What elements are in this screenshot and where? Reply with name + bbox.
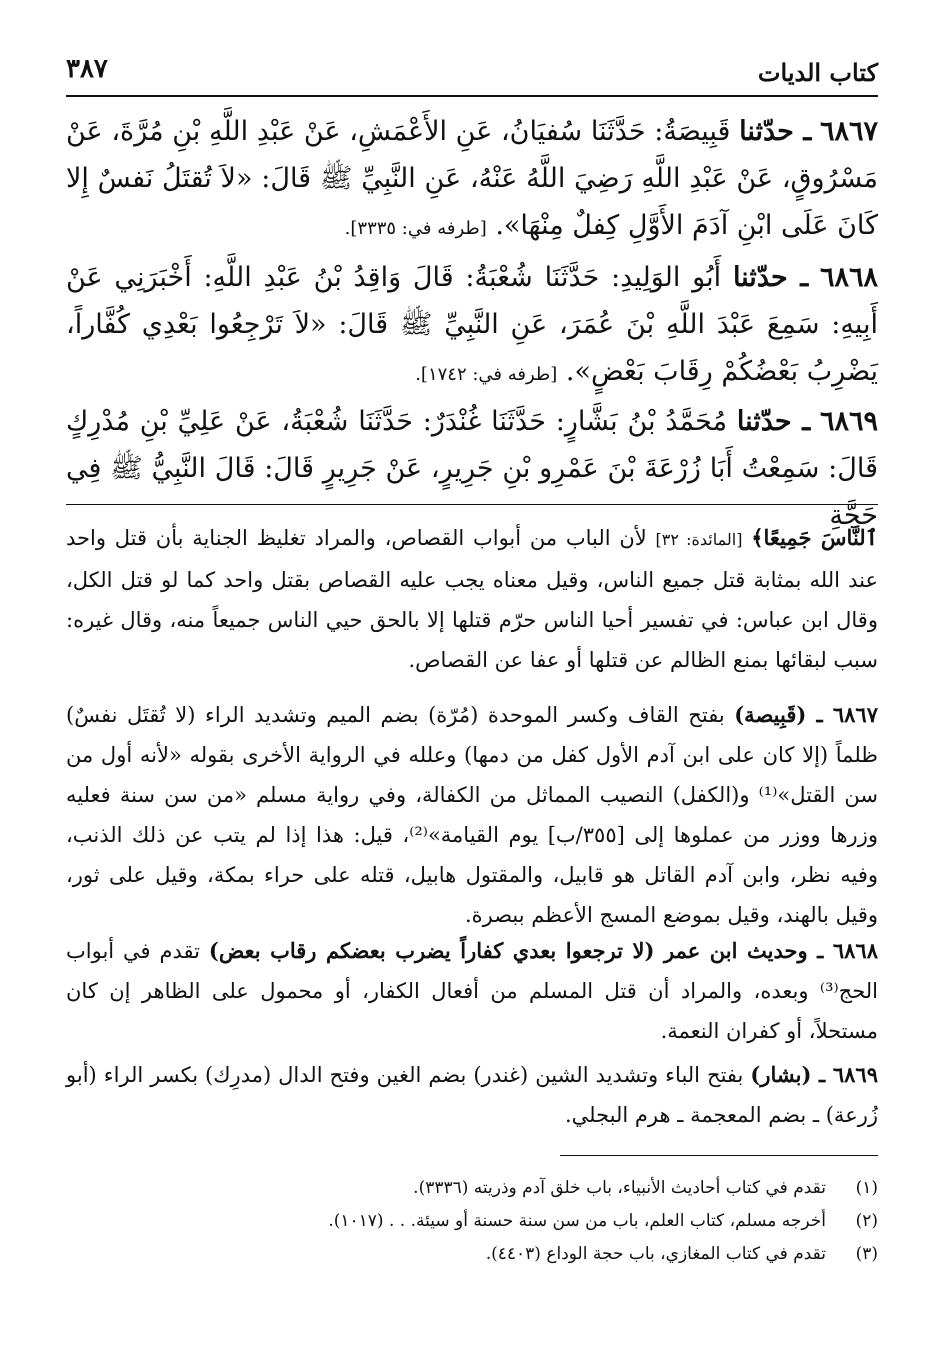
hadith-ref: [طرفه في: ٣٣٣٥].: [344, 218, 487, 239]
commentary-6867: [66, 695, 878, 935]
commentary-text: تقدم في أبواب الحج⁽³⁾ وبعده، والمراد أن قتل المسلم من أفعال الكفار، أو محمول على الظاهر إن كان مستحلاً، أو كفران النعمة.: [66, 939, 878, 1043]
footnote-text: أخرجه مسلم، كتاب العلم، باب من سن سنة حسنة أو سيئة. . . (١٠١٧).: [328, 1211, 826, 1231]
book-title: كتاب الديات: [757, 58, 878, 87]
text-commentary-divider: [66, 504, 878, 505]
page-number: ٣٨٧: [66, 54, 108, 84]
hadith-6869: ٦٨٦٩ ـ حدّثنا مُحَمَّدُ بْنُ بَشَّارٍ: حَدَّثَنَا غُنْدَرٌ: حَدَّثَنَا شُعْبَةُ، عَنْ عَلِيِّ بْنِ مُدْرِكٍ قَالَ: سَمِعْتُ أَبَا زُرْعَةَ بْنَ عَمْرِو بْنِ جَرِيرٍ، عَنْ جَرِيرٍ قَالَ: قَالَ النَّبِيُّ ﷺ فِي حَجَّةِ: [66, 406, 878, 531]
commentary-text: لأن الباب من أبواب القصاص، والمراد تغليظ الجناية بأن قتل واحد عند الله بمثابة قتل جميع الناس، وقيل معناه يجب عليه القصاص بقتل واحد كما لو قتل الكل، وقال ابن عباس: في تفسير أحيا الناس حرّم قتلها إلا بالحق حيي الناس جميعاً منه، وقال غيره: سبب لبقائها بمنع الظالم عن قتلها أو عفا عن القصاص.: [66, 526, 878, 672]
hadith-6868: ٦٨٦٨ ـ حدّثنا أَبُو الوَلِيدِ: حَدَّثَنَا شُعْبَةُ: قَالَ وَاقِدُ بْنُ عَبْدِ اللَّهِ: أَخْبَرَنِي عَنْ أَبِيهِ: سَمِعَ عَبْدَ اللَّهِ بْنَ عُمَرَ، عَنِ النَّبِيِّ ﷺ قَالَ: «لاَ تَرْجِعُوا بَعْدِي كُفَّاراً، يَضْرِبُ بَعْضُكُمْ رِقَابَ بَعْضٍ». [طرفه في: ١٧٤٢].: [66, 262, 878, 387]
hadith-ref: [طرفه في: ١٧٤٢].: [415, 364, 558, 385]
hadith-text: قَبِيصَةُ: حَدَّثَنَا سُفيَانُ، عَنِ الأَعْمَشِ، عَنْ عَبْدِ اللَّهِ بْنِ مُرَّةَ، عَنْ مَسْرُوقٍ، عَنْ عَبْدِ اللَّهِ رَضِيَ اللَّهُ عَنْهُ، عَنِ النَّبِيِّ ﷺ قَالَ: «لاَ تُقتَلُ نَفسٌ إِلا كَانَ عَلَى ابْنِ آدَمَ الأَوَّلِ كِفلٌ مِنْهَا».: [66, 116, 878, 241]
hadith-number: ٦٨٦٧: [819, 116, 878, 147]
hadith-6867: ٦٨٦٧ ـ حدّثنا قَبِيصَةُ: حَدَّثَنَا سُفيَانُ، عَنِ الأَعْمَشِ، عَنْ عَبْدِ اللَّهِ بْنِ مُرَّةَ، عَنْ مَسْرُوقٍ، عَنْ عَبْدِ اللَّهِ رَضِيَ اللَّهُ عَنْهُ، عَنِ النَّبِيِّ ﷺ قَالَ: «لاَ تُقتَلُ نَفسٌ إِلا كَانَ عَلَى ابْنِ آدَمَ الأَوَّلِ كِفلٌ مِنْهَا». [طرفه في: ٣٣٣٥].: [66, 116, 878, 241]
hadith-text: مُحَمَّدُ بْنُ بَشَّارٍ: حَدَّثَنَا غُنْدَرٌ: حَدَّثَنَا شُعْبَةُ، عَنْ عَلِيِّ بْنِ مُدْرِكٍ قَالَ: سَمِعْتُ أَبَا زُرْعَةَ بْنَ عَمْرِو بْنِ جَرِيرٍ، عَنْ جَرِيرٍ قَالَ: قَالَ النَّبِيُّ ﷺ فِي حَجَّةِ: [66, 406, 878, 531]
commentary-6868: [66, 931, 878, 1051]
hadith-lead: حدّثنا: [732, 262, 788, 293]
commentary-6869: [66, 1055, 878, 1135]
header-rule: [66, 95, 878, 97]
footnote-text: تقدم في كتاب أحاديث الأنبياء، باب خلق آدم وذريته (٣٣٣٦).: [413, 1178, 826, 1198]
commentary-text: بفتح القاف وكسر الموحدة (مُرّة) بضم الميم وتشديد الراء (لا تُقتَل نفسٌ) ظلماً (إلا كان على ابن آدم الأول كفل من دمها) وعلله في الرواية الأخرى بقوله «لأنه أول من سن القتل»⁽¹⁾ و(الكفل) النصيب المماثل من الكفالة، وفي رواية مسلم «من سن سنة فعليه وزرها ووزر من عملوها إلى [٣٥٥/ب] يوم القيامة»⁽²⁾، قيل: هذا إذا لم يتب عن ذلك الذنب، وفيه نظر، وابن آدم القاتل هو قابيل، والمقتول هابيل، قتله على حراء بمكة، وقيل على ثور، وقيل بالهند، وقيل بموضع المسج الأعظم ببصرة.: [66, 703, 879, 927]
hadith-lead: حدّثنا: [736, 406, 792, 437]
footnote-rule: [560, 1155, 878, 1156]
commentary-intro: [66, 518, 878, 680]
footnote-mark: (١): [855, 1178, 878, 1198]
hadith-text: أَبُو الوَلِيدِ: حَدَّثَنَا شُعْبَةُ: قَالَ وَاقِدُ بْنُ عَبْدِ اللَّهِ: أَخْبَرَنِي عَنْ أَبِيهِ: سَمِعَ عَبْدَ اللَّهِ بْنَ عُمَرَ، عَنِ النَّبِيِّ ﷺ قَالَ: «لاَ تَرْجِعُوا بَعْدِي كُفَّاراً، يَضْرِبُ بَعْضُكُمْ رِقَابَ بَعْضٍ».: [66, 262, 878, 387]
footnote-item: [66, 1238, 878, 1271]
hadith-number: ٦٨٦٨: [819, 262, 878, 293]
page-header: [66, 52, 878, 92]
hadith-lead: حدّثنا: [739, 116, 794, 147]
footnote-item: [66, 1205, 878, 1238]
commentary-heading: ٦٨٦٨ ـ وحديث ابن عمر (لا ترجعوا بعدي كفاراً يضرب بعضكم رقاب بعض): [208, 938, 878, 963]
footnote-item: [66, 1172, 878, 1205]
commentary-heading: ٦٨٦٧ ـ (قَبِيصة): [734, 702, 878, 727]
quran-ref: [المائدة: ٣٢]: [655, 530, 743, 549]
commentary-heading: ٦٨٦٩ ـ (بشار): [750, 1062, 878, 1087]
footnote-mark: (٣): [855, 1244, 878, 1264]
footnotes: [66, 1172, 878, 1271]
quran-quote: ٱلنَّاسَ جَمِيعًا﴾: [751, 525, 878, 550]
footnote-mark: (٢): [855, 1211, 878, 1231]
hadith-number: ٦٨٦٩: [819, 406, 878, 437]
footnote-text: تقدم في كتاب المغازي، باب حجة الوداع (٤٤٠٣).: [485, 1244, 826, 1264]
commentary-text: بفتح الباء وتشديد الشين (غندر) بضم الغين وفتح الدال (مدرِك) بكسر الراء (أبو زُرعة) ـ بضم المعجمة ـ هرم البجلي.: [66, 1063, 878, 1127]
